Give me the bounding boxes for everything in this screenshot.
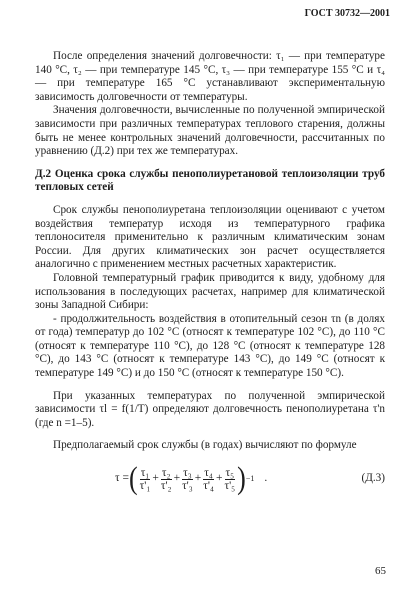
formula-term-1: $\frac{\text{τ₁}}{\text{τ'₁}}$: [139, 466, 151, 492]
page-content: [35, 50, 385, 499]
formula-term-4: $\frac{\text{τ₄}}{\text{τ'₄}}$: [203, 466, 214, 492]
formula-lhs: τ =: [115, 472, 129, 485]
formula-term-3: $\frac{\text{τ₃}}{\text{τ'₃}}$: [182, 466, 193, 492]
paragraph-7: Предполагаемый срок службы (в годах) вычисляют по формуле: [53, 439, 357, 452]
page-number: 65: [375, 565, 386, 577]
formula-close-paren: ): [237, 461, 246, 496]
formula-plus: +: [194, 472, 202, 485]
formula-expression: [115, 461, 268, 496]
formula-plus: +: [152, 472, 159, 485]
document-id: ГОСТ 30732—2001: [304, 8, 390, 19]
section-heading: Д.2 Оценка срока службы пенополиуретановой теплоизоляции труб тепловых сетей: [35, 167, 385, 194]
formula-d3: [35, 459, 385, 499]
paragraph-4: Головной температурный график приводится к виду, удобному для использования в последующих расчетах, например для климатической зоны Западной Сибири:: [35, 271, 385, 312]
paragraph-5: - продолжительность воздействия в отопительный сезон τn (в долях от года) температур до 102 °С (относят к температуре 102 °С), до 110 °С (относят к температуре 110 °С), до 128 °С (относят к температуре 128 °С), до 143 °С (относят к температуре 143 °С), до 149 °С (относят к температуре 149 °С) и до 150 °С (относят к температуре 150 °С).: [35, 312, 385, 380]
formula-tail: .: [264, 472, 268, 485]
formula-open-paren: (: [128, 461, 138, 496]
formula-term-5: $\frac{\text{τ₅}}{\text{τ'₅}}$: [224, 466, 236, 492]
formula-plus: +: [215, 472, 223, 485]
paragraph-3: Срок службы пенополиуретана теплоизоляции оценивают с учетом воздействия температур исходя из температурного графика теплоносителя применительно к различным климатическим зонам России. Для других климатических зон расчет осуществляется аналогично с применением местных расчетных характеристик.: [35, 203, 385, 271]
formula-plus: +: [173, 472, 181, 485]
paragraph-6: При указанных температурах по полученной эмпирической зависимости τl = f(1/T) определяют долговечность пенополиуретана τ'n (где n =1–5).: [35, 389, 385, 429]
formula-term-2: $\frac{\text{τ₂}}{\text{τ'₂}}$: [160, 466, 172, 492]
paragraph-1: После определения значений долговечности: τ₁ — при температуре 140 °С, τ₂ — при температуре 145 °С, τ₃ — при температуре 155 °С и τ₄ — при температуре 165 °С устанавливают экспериментальную зависимость долговечности от температуры.: [35, 50, 385, 103]
equation-number: (Д.3): [361, 472, 385, 485]
paragraph-2: Значения долговечности, вычисленные по полученной эмпирической зависимости при различных температурах теплового старения, должны быть не менее контрольных значений долговечности, рассчитанных по уравнению (Д.2) при тех же температурах.: [35, 104, 385, 158]
formula-exponent: −1: [245, 474, 255, 484]
